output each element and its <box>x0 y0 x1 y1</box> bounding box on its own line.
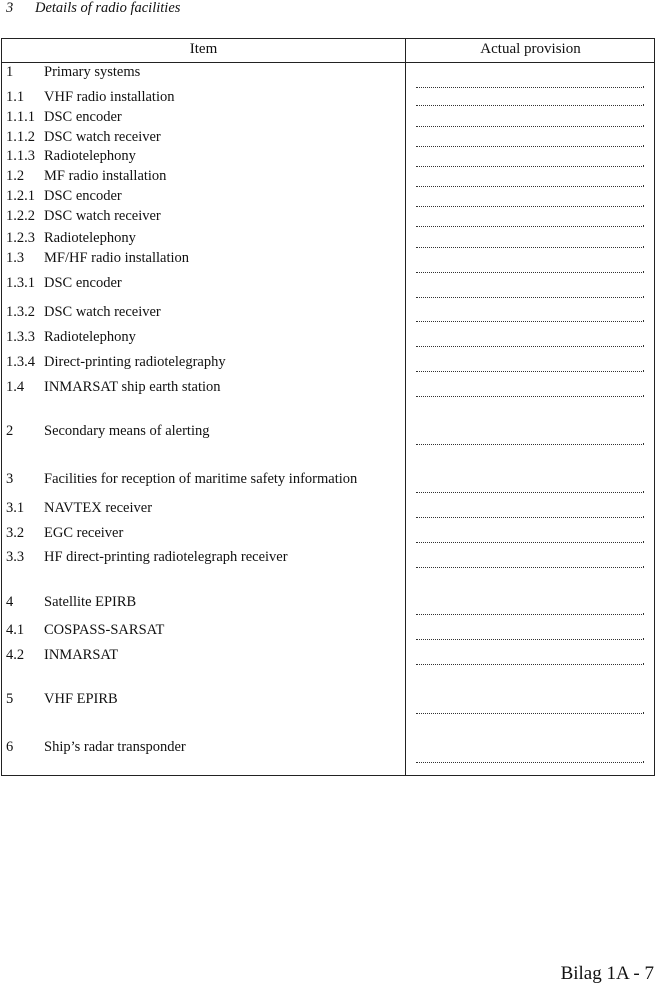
table-row <box>6 208 161 225</box>
provision-entry-line[interactable] <box>416 639 642 640</box>
item-column-header: Item <box>189 41 218 57</box>
row-label: Direct-printing radiotelegraphy <box>44 354 226 370</box>
row-number: 6 <box>6 739 14 755</box>
row-label: COSPASS-SARSAT <box>44 622 165 638</box>
row-label: MF/HF radio installation <box>44 250 189 266</box>
table-row <box>6 250 189 267</box>
provision-entry-line[interactable] <box>416 542 642 543</box>
provision-entry-line[interactable] <box>416 664 642 665</box>
provision-entry-line[interactable] <box>416 87 642 88</box>
row-number: 1.3.1 <box>6 275 35 291</box>
table-row <box>6 594 136 611</box>
row-number: 1.2 <box>6 168 25 184</box>
row-number: 1.3.4 <box>6 354 35 370</box>
row-label: Facilities for reception of maritime safety information <box>44 471 358 487</box>
table-row <box>6 622 164 639</box>
row-label: DSC watch receiver <box>44 129 161 145</box>
table-row <box>6 423 209 440</box>
provision-entry-line[interactable] <box>416 206 642 207</box>
column-divider <box>405 39 406 775</box>
table-row <box>6 549 288 566</box>
row-label: Radiotelephony <box>44 329 136 345</box>
provision-entry-line[interactable] <box>416 713 642 714</box>
row-number: 1.3.2 <box>6 304 35 320</box>
row-number: 1 <box>6 64 14 80</box>
table-row <box>6 188 122 205</box>
row-number: 1.2.1 <box>6 188 35 204</box>
provision-entry-line[interactable] <box>416 444 642 445</box>
table-row <box>6 275 122 292</box>
provision-entry-line[interactable] <box>416 297 642 298</box>
provision-entry-line[interactable] <box>416 126 642 127</box>
row-label: DSC encoder <box>44 275 122 291</box>
row-number: 1.1 <box>6 89 25 105</box>
row-label: INMARSAT ship earth station <box>44 379 221 395</box>
row-number: 4 <box>6 594 14 610</box>
table-row <box>6 525 123 542</box>
row-number: 3.3 <box>6 549 25 565</box>
provision-entry-line[interactable] <box>416 272 642 273</box>
table-row <box>6 647 118 664</box>
table-row <box>6 304 161 321</box>
table-row <box>6 739 186 756</box>
row-number: 3.1 <box>6 500 25 516</box>
table-row <box>6 89 175 106</box>
row-label: HF direct-printing radiotelegraph receiver <box>44 549 288 565</box>
provision-entry-line[interactable] <box>416 186 642 187</box>
table-row <box>6 230 136 247</box>
provision-entry-line[interactable] <box>416 567 642 568</box>
section-title: Details of radio facilities <box>35 0 181 16</box>
row-number: 4.1 <box>6 622 25 638</box>
table-row <box>6 691 118 708</box>
provision-entry-line[interactable] <box>416 346 642 347</box>
table-row <box>6 471 357 488</box>
row-number: 1.1.2 <box>6 129 35 145</box>
row-label: EGC receiver <box>44 525 124 541</box>
provision-entry-line[interactable] <box>416 247 642 248</box>
provision-entry-line[interactable] <box>416 166 642 167</box>
section-number: 3 <box>6 0 14 16</box>
row-number: 4.2 <box>6 647 25 663</box>
table-row <box>6 148 136 165</box>
provision-entry-line[interactable] <box>416 396 642 397</box>
provision-entry-line[interactable] <box>416 762 642 763</box>
table-row <box>6 354 226 371</box>
table-row <box>6 329 136 346</box>
provision-entry-line[interactable] <box>416 517 642 518</box>
row-number: 1.4 <box>6 379 25 395</box>
row-label: Secondary means of alerting <box>44 423 210 439</box>
provision-entry-line[interactable] <box>416 492 642 493</box>
row-number: 2 <box>6 423 14 439</box>
table-row <box>6 109 122 126</box>
row-number: 1.1.3 <box>6 148 35 164</box>
row-number: 1.3.3 <box>6 329 35 345</box>
row-label: Radiotelephony <box>44 148 136 164</box>
row-number: 1.1.1 <box>6 109 35 125</box>
provision-entry-line[interactable] <box>416 105 642 106</box>
row-number: 1.3 <box>6 250 25 266</box>
provision-entry-line[interactable] <box>416 321 642 322</box>
table-row <box>6 64 140 81</box>
row-label: VHF radio installation <box>44 89 175 105</box>
row-label: DSC watch receiver <box>44 208 161 224</box>
table-row <box>6 379 221 396</box>
row-number: 1.2.2 <box>6 208 35 224</box>
row-label: DSC encoder <box>44 188 122 204</box>
row-label: Satellite EPIRB <box>44 594 137 610</box>
provision-entry-line[interactable] <box>416 614 642 615</box>
row-label: NAVTEX receiver <box>44 500 153 516</box>
row-number: 1.2.3 <box>6 230 35 246</box>
row-label: VHF EPIRB <box>44 691 118 707</box>
row-label: INMARSAT <box>44 647 119 663</box>
section-heading <box>6 0 180 17</box>
page-footer: Bilag 1A - 7 <box>560 963 654 984</box>
table-row <box>6 129 161 146</box>
row-label: Radiotelephony <box>44 230 136 246</box>
row-label: Primary systems <box>44 64 141 80</box>
provision-entry-line[interactable] <box>416 226 642 227</box>
row-label: Ship’s radar transponder <box>44 739 186 755</box>
table-row <box>6 168 166 185</box>
row-label: DSC encoder <box>44 109 122 125</box>
row-number: 3 <box>6 471 14 487</box>
row-label: DSC watch receiver <box>44 304 161 320</box>
provision-column-header: Actual provision <box>480 41 581 57</box>
row-number: 3.2 <box>6 525 25 541</box>
provision-entry-line[interactable] <box>416 146 642 147</box>
table-row <box>6 500 152 517</box>
row-number: 5 <box>6 691 14 707</box>
provision-entry-line[interactable] <box>416 371 642 372</box>
header-rule <box>2 62 654 63</box>
row-label: MF radio installation <box>44 168 167 184</box>
